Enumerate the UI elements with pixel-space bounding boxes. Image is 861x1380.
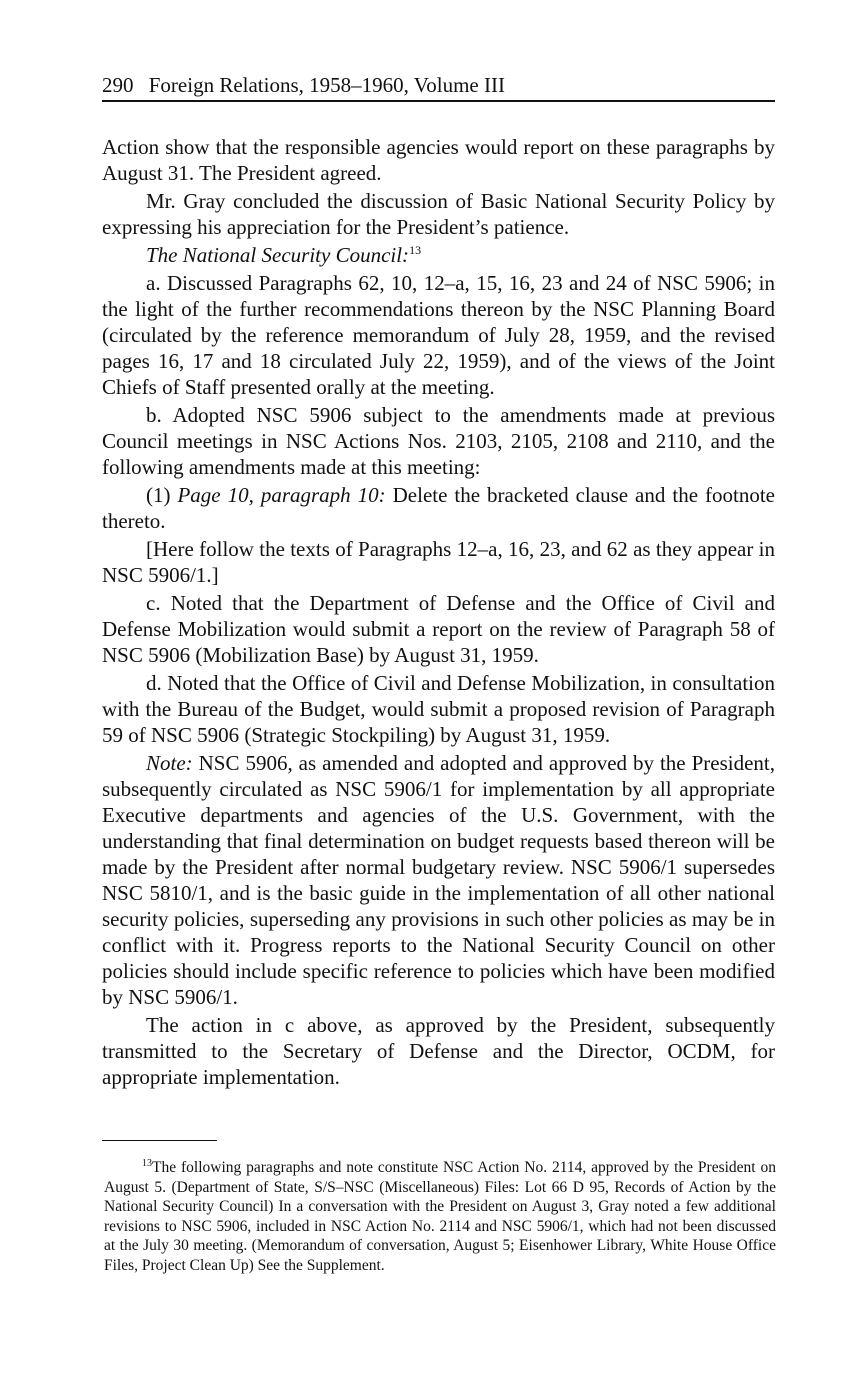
footnote-paragraph: [104, 1158, 776, 1275]
paragraph-d: d. Noted that the Office of Civil and Defense Mobilization, in consultation with the Bureau of the Budget, would submit a proposed revision of Paragraph 59 of NSC 5906 (Strategic Stockpiling) by August 31, 1959.: [102, 671, 775, 747]
paragraph-continuation: Action show that the responsible agencies would report on these paragraphs by August 31. The President agreed.: [102, 135, 775, 185]
paragraph-gray-conclusion: Mr. Gray concluded the discussion of Basic National Security Policy by expressing his appreciation for the President’s patience.: [102, 189, 775, 239]
page-number: 290: [102, 73, 134, 97]
b1-prefix: (1): [146, 483, 178, 507]
footnote-13: [104, 1158, 776, 1275]
paragraph-a: a. Discussed Paragraphs 62, 10, 12–a, 15, 16, 23 and 24 of NSC 5906; in the light of the further recommendations thereon by the NSC Planning Board (circulated by the reference memorandum of July 28, 1959, and the revised pages 16, 17 and 18 circulated July 22, 1959), and of the views of the Joint Chiefs of Staff presented orally at the meeting.: [102, 271, 775, 399]
council-heading-text: The National Security Council:: [146, 243, 410, 267]
footnote-reference: 13: [409, 243, 422, 257]
paragraph-action: The action in c above, as approved by the President, subsequently transmitted to the Secretary of Defense and the Director, OCDM, for appropriate implementation.: [102, 1013, 775, 1089]
b1-italic: Page 10, paragraph 10:: [177, 483, 386, 507]
footnote-text: The following paragraphs and note constitute NSC Action No. 2114, approved by the President on August 5. (Department of State, S/S–NSC (Miscellaneous) Files: Lot 66 D 95, Records of Action by the National Security Council) In a conversation with the President on August 3, Gray noted a few additional revisions to NSC 5906, included in NSC Action No. 2114 and NSC 5906/1, which had not been discussed at the July 30 meeting. (Memorandum of conversation, August 5; Eisenhower Library, White House Office Files, Project Clean Up) See the Supplement.: [104, 1159, 776, 1274]
footnote-divider: [102, 1140, 217, 1141]
paragraph-bracket-note: [Here follow the texts of Paragraphs 12–a, 16, 23, and 62 as they appear in NSC 5906/1.]: [102, 537, 775, 587]
b1-rest: Delete the bracketed clause and the footnote thereto.: [102, 483, 775, 533]
paragraph-note: [102, 750, 775, 1010]
note-label: Note:: [146, 751, 193, 775]
note-text: NSC 5906, as amended and adopted and approved by the President, subsequently circulated as NSC 5906/1 for implementation by all appropriate Executive departments and agencies of the U.S. Government, with the understanding that final determination on budget requests based thereon will be made by the President after normal budgetary review. NSC 5906/1 supersedes NSC 5810/1, and is the basic guide in the implementation of all other national security policies, superseding any provisions in such other policies as may be in conflict with it. Progress reports to the National Security Council on other policies should include specific reference to policies which have been modified by NSC 5906/1.: [102, 751, 775, 1009]
paragraph-c: c. Noted that the Department of Defense and the Office of Civil and Defense Mobilization would submit a report on the review of Paragraph 58 of NSC 5906 (Mobilization Base) by August 31, 1959.: [102, 591, 775, 667]
council-heading: [102, 242, 775, 268]
paragraph-b: b. Adopted NSC 5906 subject to the amendments made at previous Council meetings in NSC Actions Nos. 2103, 2105, 2108 and 2110, and the following amendments made at this meeting:: [102, 403, 775, 479]
book-title: Foreign Relations, 1958–1960, Volume III: [148, 73, 505, 97]
body-text: [102, 134, 775, 1090]
running-header: [102, 72, 775, 102]
paragraph-b1: [102, 482, 775, 534]
footnote-number: 13: [142, 1157, 152, 1169]
